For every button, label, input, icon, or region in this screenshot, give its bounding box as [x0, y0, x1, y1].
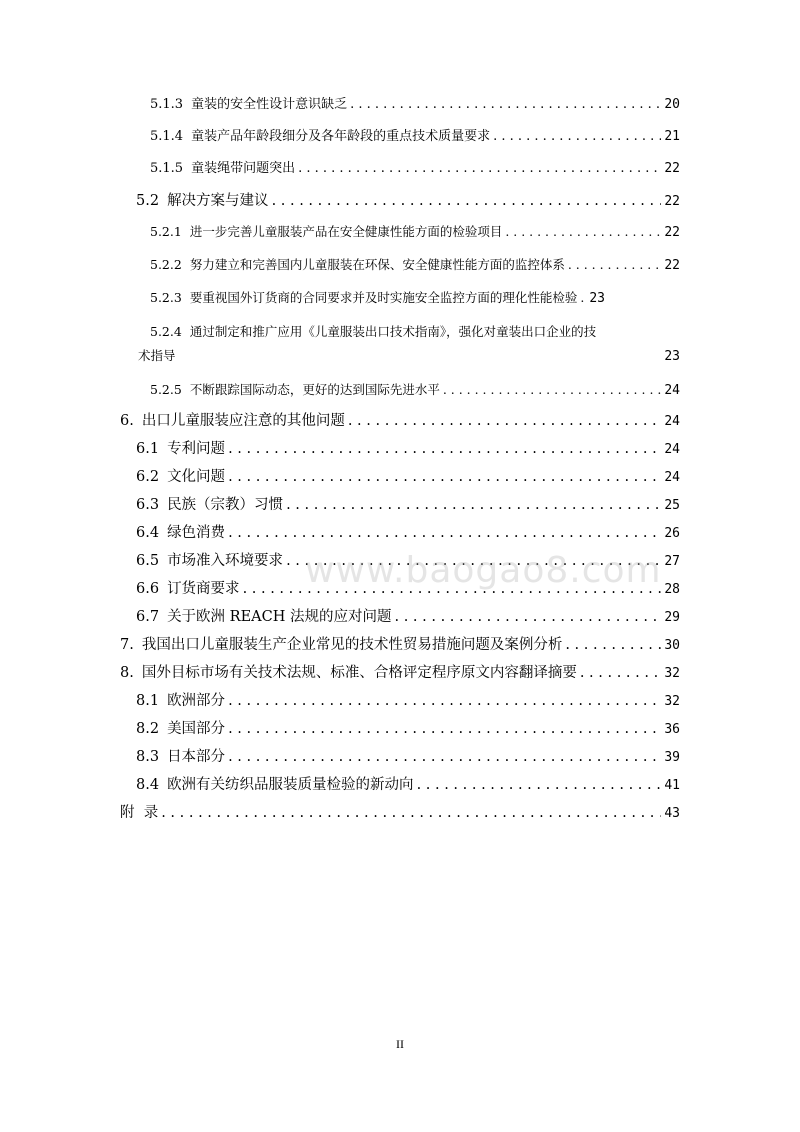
- toc-title: 欧洲部分: [167, 693, 226, 709]
- dot-leader: [272, 190, 662, 212]
- toc-number: 8.2: [136, 721, 160, 737]
- toc-page: 27: [664, 554, 680, 569]
- page-number: II: [396, 1037, 404, 1051]
- toc-entry-6-1[interactable]: [120, 438, 680, 461]
- toc-number: 5.2.3: [150, 290, 182, 305]
- toc-title: 绿色消费: [167, 525, 226, 541]
- toc-title: 订货商要求: [167, 581, 240, 597]
- toc-page: 21: [664, 129, 680, 144]
- toc-title: 出口儿童服装应注意的其他问题: [141, 413, 345, 429]
- dot-leader: [417, 774, 662, 796]
- toc-title: 我国出口儿童服装生产企业常见的技术性贸易措施问题及案例分析: [141, 637, 563, 653]
- toc-title: 通过制定和推广应用《儿童服装出口技术指南》，强化对童装出口企业的技: [189, 324, 597, 339]
- toc-page: 36: [664, 722, 680, 737]
- toc-number: 6.2: [136, 469, 160, 485]
- toc-entry-5-2-5[interactable]: [120, 379, 680, 402]
- toc-page: 39: [664, 750, 680, 765]
- toc-number: 8.4: [136, 777, 160, 793]
- dot-leader: [443, 379, 662, 401]
- toc-entry-5-2-2[interactable]: [120, 254, 680, 277]
- dot-leader: [350, 94, 661, 116]
- toc-page: 22: [664, 194, 680, 209]
- toc-title: 进一步完善儿童服装产品在安全健康性能方面的检验项目: [189, 224, 503, 239]
- toc-number: 5.2.2: [150, 257, 182, 272]
- toc-title: 专利问题: [167, 441, 226, 457]
- toc-page: 43: [664, 806, 680, 821]
- toc-entry-6[interactable]: [120, 410, 680, 433]
- toc-title-continued: 术指导: [138, 348, 176, 363]
- toc-page: 24: [664, 383, 680, 398]
- toc-title: 要重视国外订货商的合同要求并及时实施安全监控方面的理化性能检验: [189, 290, 578, 305]
- dot-leader: [228, 522, 661, 544]
- toc-number: 7.: [120, 637, 134, 653]
- toc-page: 22: [664, 258, 680, 273]
- table-of-contents: [120, 94, 680, 830]
- toc-number: 5.1.4: [150, 129, 184, 144]
- toc-number: 6.5: [136, 553, 160, 569]
- toc-page: 23: [664, 349, 680, 364]
- dot-leader: [505, 221, 661, 243]
- toc-entry-5-1-5[interactable]: [120, 158, 680, 180]
- toc-entry-8-2[interactable]: [120, 718, 680, 741]
- toc-entry-8-3[interactable]: [120, 746, 680, 769]
- toc-title: 不断跟踪国际动态，更好的达到国际先进水平: [189, 382, 440, 397]
- dot-leader: [568, 254, 662, 276]
- toc-entry-5-1-4[interactable]: [120, 126, 680, 148]
- dot-leader: [286, 494, 661, 516]
- toc-title: 民族（宗教）习惯: [167, 497, 284, 513]
- dot-leader: [228, 746, 661, 768]
- toc-page: 41: [664, 778, 680, 793]
- dot-leader: [395, 606, 662, 628]
- toc-page: 32: [664, 666, 680, 681]
- dot-leader: [348, 410, 662, 432]
- toc-page: 30: [664, 638, 680, 653]
- dot-leader: [161, 802, 661, 824]
- toc-number: 5.2: [136, 193, 160, 209]
- toc-entry-5-1-3[interactable]: [120, 94, 680, 116]
- toc-entry-6-7[interactable]: [120, 606, 680, 629]
- toc-number: 6.7: [136, 609, 160, 625]
- toc-title: 市场准入环境要求: [167, 553, 284, 569]
- dot-leader: [228, 718, 661, 740]
- toc-page: 26: [664, 526, 680, 541]
- toc-title: 关于欧洲 REACH 法规的应对问题: [167, 609, 392, 625]
- toc-page: 22: [664, 161, 680, 176]
- toc-title: 欧洲有关纺织品服装质量检验的新动向: [167, 777, 414, 793]
- toc-page: 24: [664, 470, 680, 485]
- dot-leader: [228, 466, 661, 488]
- toc-number: 5.2.4: [150, 324, 182, 339]
- dot-leader: [565, 634, 661, 656]
- toc-number: 6.: [120, 413, 134, 429]
- dot-leader: [298, 158, 661, 180]
- toc-number: 6.3: [136, 497, 160, 513]
- toc-number: 5.2.5: [150, 382, 182, 397]
- toc-title: 童装的安全性设计意识缺乏: [191, 97, 348, 112]
- toc-page: 32: [664, 694, 680, 709]
- toc-entry-6-2[interactable]: [120, 466, 680, 489]
- toc-entry-6-3[interactable]: [120, 494, 680, 517]
- toc-title: 童装产品年龄段细分及各年龄段的重点技术质量要求: [191, 129, 491, 144]
- toc-page: 24: [664, 414, 680, 429]
- toc-title: 努力建立和完善国内儿童服装在环保、安全健康性能方面的监控体系: [189, 257, 565, 272]
- toc-entry-5-2-3[interactable]: [120, 287, 680, 310]
- toc-number: 8.: [120, 665, 134, 681]
- watermark: www.baogao8.com: [305, 550, 662, 591]
- toc-title: 解决方案与建议: [167, 193, 269, 209]
- toc-number: 6.6: [136, 581, 160, 597]
- toc-entry-5-2-1[interactable]: [120, 221, 680, 244]
- toc-number: 5.1.5: [150, 161, 184, 176]
- toc-title: 附 录: [120, 805, 159, 821]
- toc-page: 23: [589, 291, 605, 306]
- toc-entry-5-2[interactable]: [120, 190, 680, 213]
- toc-page: 24: [664, 442, 680, 457]
- toc-entry-5-2-4[interactable]: [120, 320, 680, 369]
- toc-title: 日本部分: [167, 749, 226, 765]
- dot-leader: [580, 662, 662, 684]
- toc-entry-8-4[interactable]: [120, 774, 680, 797]
- toc-title: 美国部分: [167, 721, 226, 737]
- toc-page: 29: [664, 610, 680, 625]
- toc-entry-6-4[interactable]: [120, 522, 680, 545]
- toc-entry-8[interactable]: [120, 662, 680, 685]
- toc-number: 8.3: [136, 749, 160, 765]
- dot-leader: [493, 126, 661, 148]
- dot-leader: [228, 438, 661, 460]
- toc-number: 8.1: [136, 693, 160, 709]
- toc-number: 5.1.3: [150, 97, 184, 112]
- toc-page: 22: [664, 225, 680, 240]
- toc-entry-8-1[interactable]: [120, 690, 680, 713]
- toc-number: 6.4: [136, 525, 160, 541]
- toc-entry-appendix[interactable]: [120, 802, 680, 825]
- toc-title: 童装绳带问题突出: [191, 161, 296, 176]
- dot-leader: [228, 690, 661, 712]
- toc-entry-7[interactable]: [120, 634, 680, 657]
- toc-title: 国外目标市场有关技术法规、标准、合格评定程序原文内容翻译摘要: [141, 665, 577, 681]
- toc-number: 5.2.1: [150, 224, 182, 239]
- dot-leader: [580, 287, 586, 309]
- toc-page: 25: [664, 498, 680, 513]
- toc-number: 6.1: [136, 441, 160, 457]
- toc-page: 20: [664, 97, 680, 112]
- toc-page: 28: [664, 582, 680, 597]
- toc-title: 文化问题: [167, 469, 226, 485]
